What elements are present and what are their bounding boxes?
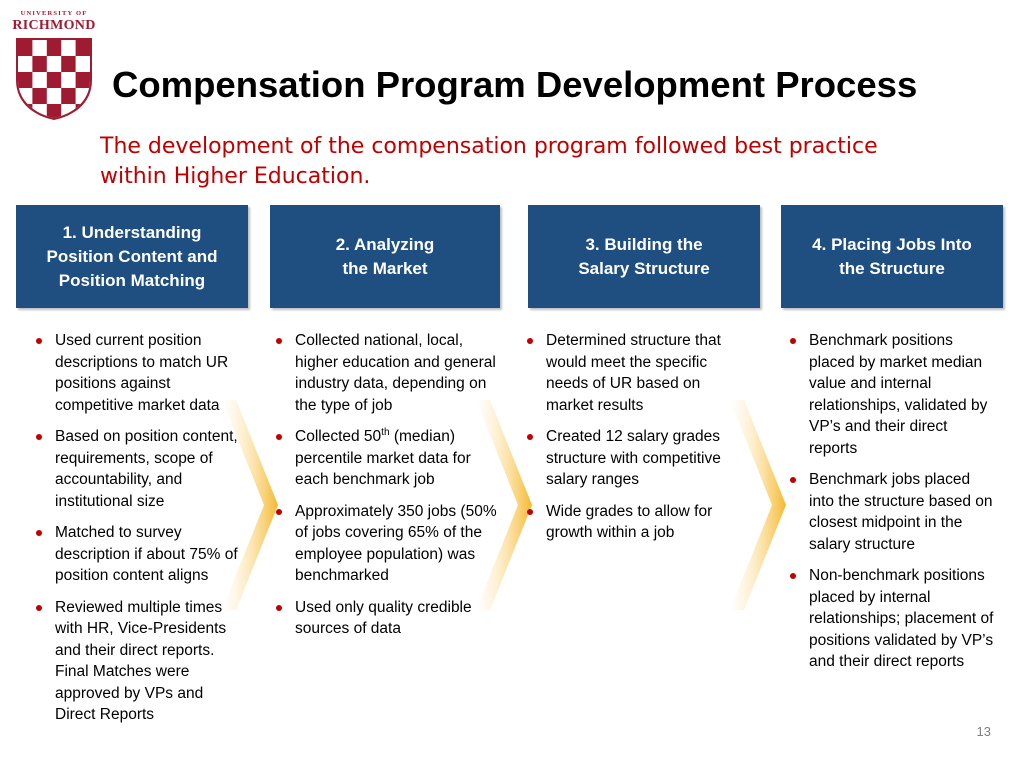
- bullet-icon: [36, 530, 42, 536]
- list-item: [30, 426, 244, 512]
- step-3-bullet-list: [521, 330, 739, 554]
- bullet-icon: [36, 434, 42, 440]
- step-1-bullet-list: [30, 330, 244, 736]
- bullet-icon: [276, 509, 282, 515]
- list-item: [521, 330, 739, 416]
- logo-richmond: RICHMOND: [12, 18, 96, 33]
- slide-subtitle: The development of the compensation program followed best practice within Higher Education.: [100, 134, 878, 189]
- bullet-icon: [527, 509, 533, 515]
- list-item: [521, 501, 739, 544]
- slide-title: Compensation Program Development Process: [112, 64, 918, 105]
- bullet-text: Determined structure that would meet the specific needs of UR based on market results: [546, 332, 721, 414]
- bullet-text: Created 12 salary grades structure with competitive salary ranges: [546, 428, 721, 488]
- bullet-text: Non-benchmark positions placed by internal relationships; placement of positions validated by VP’s and their direct reports: [809, 567, 994, 670]
- step-2-bullet-list: [270, 330, 506, 650]
- bullet-text: Wide grades to allow for growth within a job: [546, 502, 713, 541]
- bullet-text-part: Collected 50: [295, 428, 382, 445]
- bullet-text: Used only quality credible sources of data: [295, 598, 472, 637]
- bullet-icon: [36, 338, 42, 344]
- list-item: [784, 565, 998, 673]
- bullet-text-part: (median) percentile market data for each benchmark job: [295, 428, 471, 488]
- bullet-icon: [36, 605, 42, 611]
- bullet-icon: [790, 477, 796, 483]
- list-item: [270, 501, 506, 587]
- list-item: [30, 522, 244, 587]
- bullet-icon: [527, 434, 533, 440]
- step-3-box: 3. Building the Salary Structure: [528, 205, 760, 308]
- list-item: [270, 330, 506, 416]
- list-item: [784, 469, 998, 555]
- bullet-icon: [276, 605, 282, 611]
- list-item: [270, 597, 506, 640]
- page-number: 13: [976, 724, 991, 739]
- step-4-bullet-list: [784, 330, 998, 683]
- step-2-box: 2. Analyzing the Market: [270, 205, 500, 308]
- list-item: [270, 426, 506, 491]
- step-4-box: 4. Placing Jobs Into the Structure: [781, 205, 1003, 308]
- shield-icon: [12, 36, 96, 120]
- bullet-text: Based on position content, requirements, scope of accountability, and institutional size: [55, 428, 238, 510]
- bullet-icon: [276, 434, 282, 440]
- bullet-text: [295, 428, 471, 488]
- bullet-text: Approximately 350 jobs (50% of jobs covering 65% of the employee population) was benchmarked: [295, 502, 497, 584]
- university-logo: [8, 10, 100, 122]
- logo-university-of: UNIVERSITY OF: [20, 10, 88, 17]
- bullet-icon: [276, 338, 282, 344]
- bullet-text: Benchmark positions placed by market median value and internal relationships, validated by VP’s and their direct reports: [809, 332, 988, 457]
- bullet-icon: [527, 338, 533, 344]
- bullet-icon: [790, 573, 796, 579]
- list-item: [30, 330, 244, 416]
- bullet-icon: [790, 338, 796, 344]
- bullet-text: Matched to survey description if about 75% of position content aligns: [55, 524, 238, 584]
- bullet-text: Benchmark jobs placed into the structure based on closest midpoint in the salary structure: [809, 471, 993, 553]
- bullet-text: Used current position descriptions to match UR positions against competitive market data: [55, 332, 229, 414]
- list-item: [521, 426, 739, 491]
- list-item: [30, 597, 244, 726]
- step-1-box: 1. Understanding Position Content and Position Matching: [16, 205, 248, 308]
- bullet-text: Collected national, local, higher education and general industry data, depending on the type of job: [295, 332, 496, 414]
- bullet-text: Reviewed multiple times with HR, Vice-Presidents and their direct reports. Final Matches were approved by VPs and Direct Reports: [55, 598, 227, 723]
- superscript-th: th: [381, 426, 390, 438]
- list-item: [784, 330, 998, 459]
